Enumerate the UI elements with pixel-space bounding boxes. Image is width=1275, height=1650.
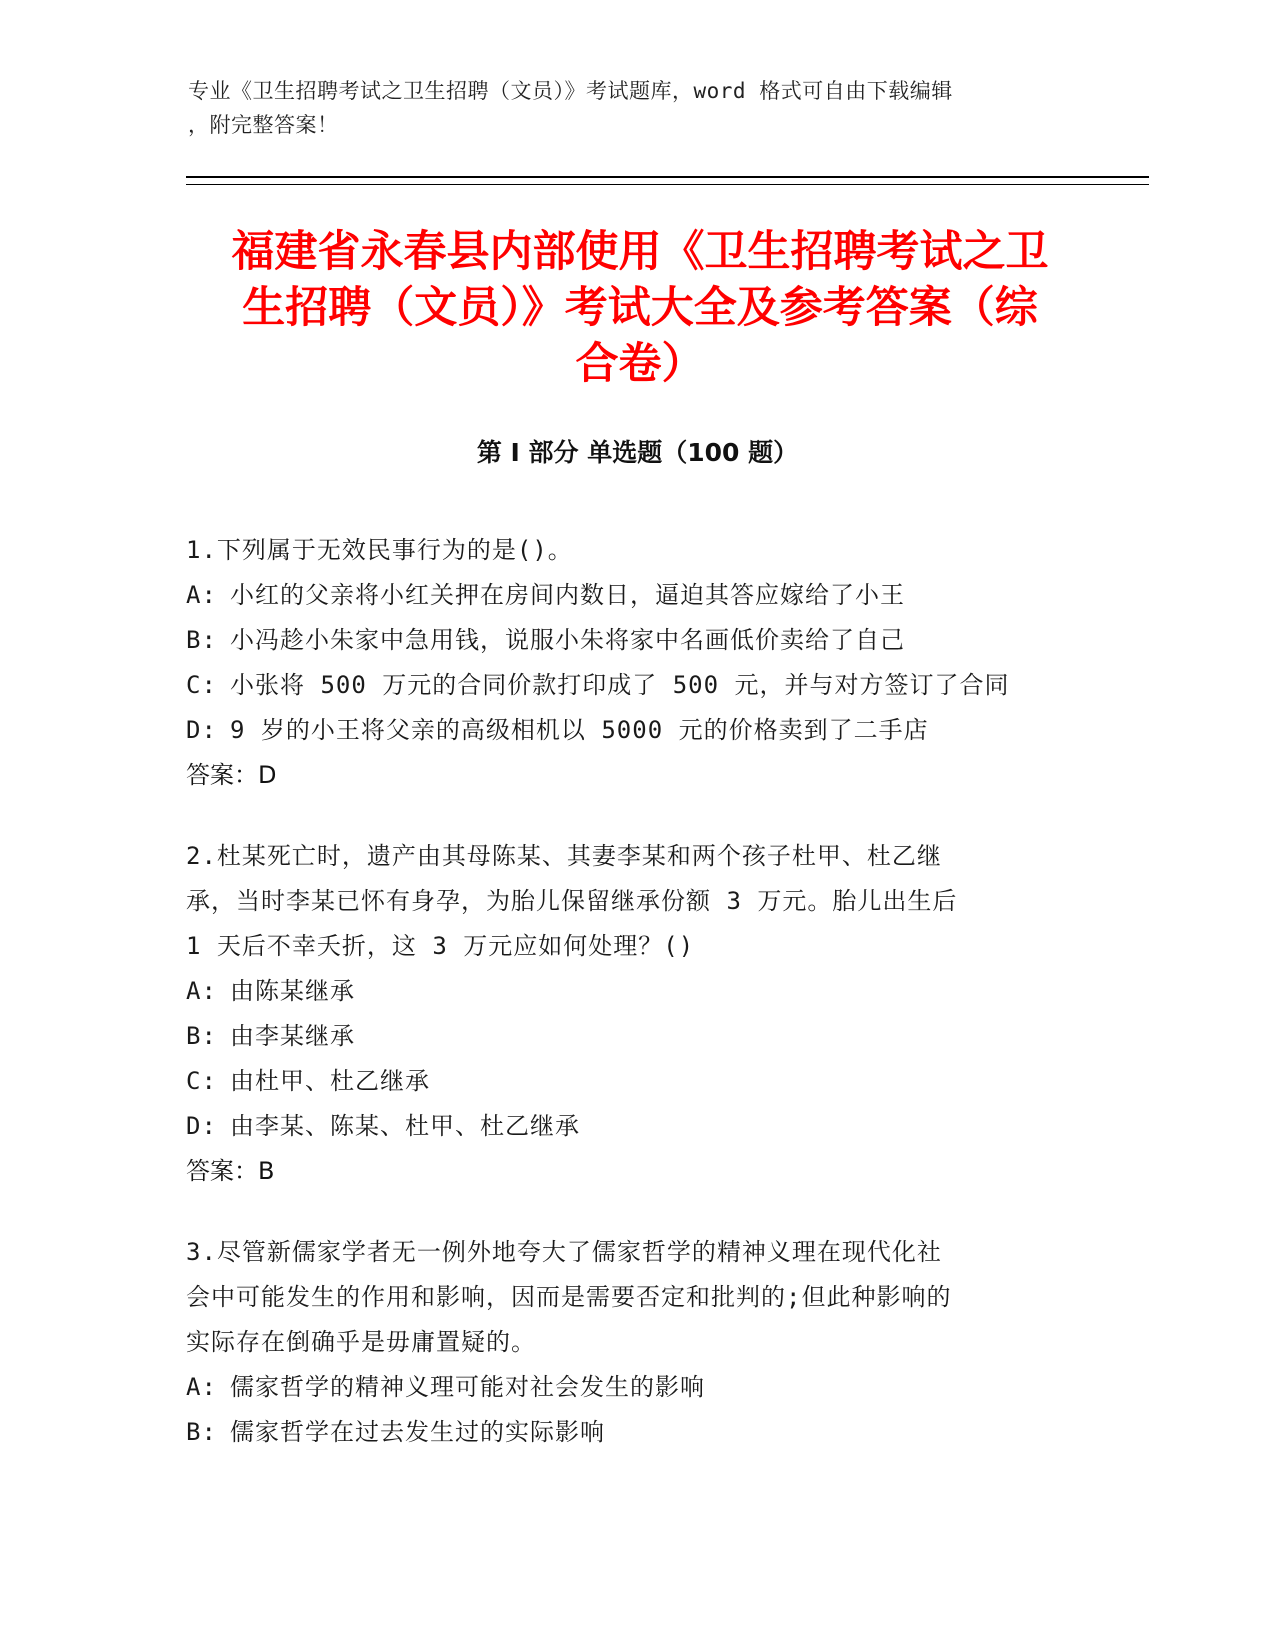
option-text: 由李某、陈某、杜甲、杜乙继承 (230, 1112, 580, 1140)
option-letter: B: (186, 1418, 217, 1446)
question-stem: 2.杜某死亡时，遗产由其母陈某、其妻李某和两个孩子杜甲、杜乙继 (186, 842, 942, 870)
question-stem: 1 天后不幸夭折，这 3 万元应如何处理？() (186, 932, 695, 960)
header-divider-thick (186, 176, 1149, 178)
option-letter: D: (186, 716, 217, 744)
question-stem: 3.尽管新儒家学者无一例外地夸大了儒家哲学的精神义理在现代化社 (186, 1238, 942, 1266)
header-divider-thin (186, 184, 1149, 185)
option-b (186, 1410, 1086, 1455)
option-text: 儒家哲学在过去发生过的实际影响 (230, 1418, 605, 1446)
option-text: 9 岁的小王将父亲的高级相机以 5000 元的价格卖到了二手店 (230, 716, 929, 744)
option-letter: A: (186, 1373, 217, 1401)
option-letter: C: (186, 1067, 217, 1095)
header-note-line: 专业《卫生招聘考试之卫生招聘（文员）》考试题库，word 格式可自由下载编辑 (188, 79, 953, 103)
option-b (186, 618, 1086, 663)
document-title (190, 224, 1090, 392)
question-item (186, 528, 1086, 798)
answer-line: 答案：B (186, 1157, 275, 1185)
option-letter: B: (186, 1022, 217, 1050)
question-item (186, 834, 1086, 1194)
title-line: 生招聘（文员）》考试大全及参考答案（综 (242, 283, 1038, 333)
question-list (186, 528, 1086, 1491)
option-text: 小张将 500 万元的合同价款打印成了 500 元，并与对方签订了合同 (230, 671, 1010, 699)
option-text: 小红的父亲将小红关押在房间内数日，逼迫其答应嫁给了小王 (230, 581, 905, 609)
option-letter: B: (186, 626, 217, 654)
question-item (186, 1230, 1086, 1455)
option-letter: C: (186, 671, 217, 699)
question-stem: 承，当时李某已怀有身孕，为胎儿保留继承份额 3 万元。胎儿出生后 (186, 887, 958, 915)
question-stem: 实际存在倒确乎是毋庸置疑的。 (186, 1328, 536, 1356)
option-a (186, 573, 1086, 618)
option-letter: A: (186, 581, 217, 609)
option-letter: A: (186, 977, 217, 1005)
option-b (186, 1014, 1086, 1059)
option-c (186, 1059, 1086, 1104)
section-heading: 第 I 部分 单选题（100 题） (476, 438, 799, 467)
option-a (186, 1365, 1086, 1410)
option-text: 小冯趁小朱家中急用钱，说服小朱将家中名画低价卖给了自己 (230, 626, 905, 654)
header-note (188, 74, 1068, 142)
answer-line: 答案：D (186, 761, 277, 789)
title-line: 合卷） (575, 339, 705, 389)
question-stem: 会中可能发生的作用和影响，因而是需要否定和批判的;但此种影响的 (186, 1283, 952, 1311)
header-note-line: ，附完整答案！ (188, 113, 339, 137)
option-d (186, 1104, 1086, 1149)
option-text: 儒家哲学的精神义理可能对社会发生的影响 (230, 1373, 705, 1401)
option-text: 由陈某继承 (230, 977, 355, 1005)
option-letter: D: (186, 1112, 217, 1140)
option-c (186, 663, 1086, 708)
title-line: 福建省永春县内部使用《卫生招聘考试之卫 (231, 227, 1049, 277)
question-stem: 1.下列属于无效民事行为的是()。 (186, 536, 573, 564)
option-d (186, 708, 1086, 753)
option-text: 由李某继承 (230, 1022, 355, 1050)
option-text: 由杜甲、杜乙继承 (230, 1067, 430, 1095)
option-a (186, 969, 1086, 1014)
